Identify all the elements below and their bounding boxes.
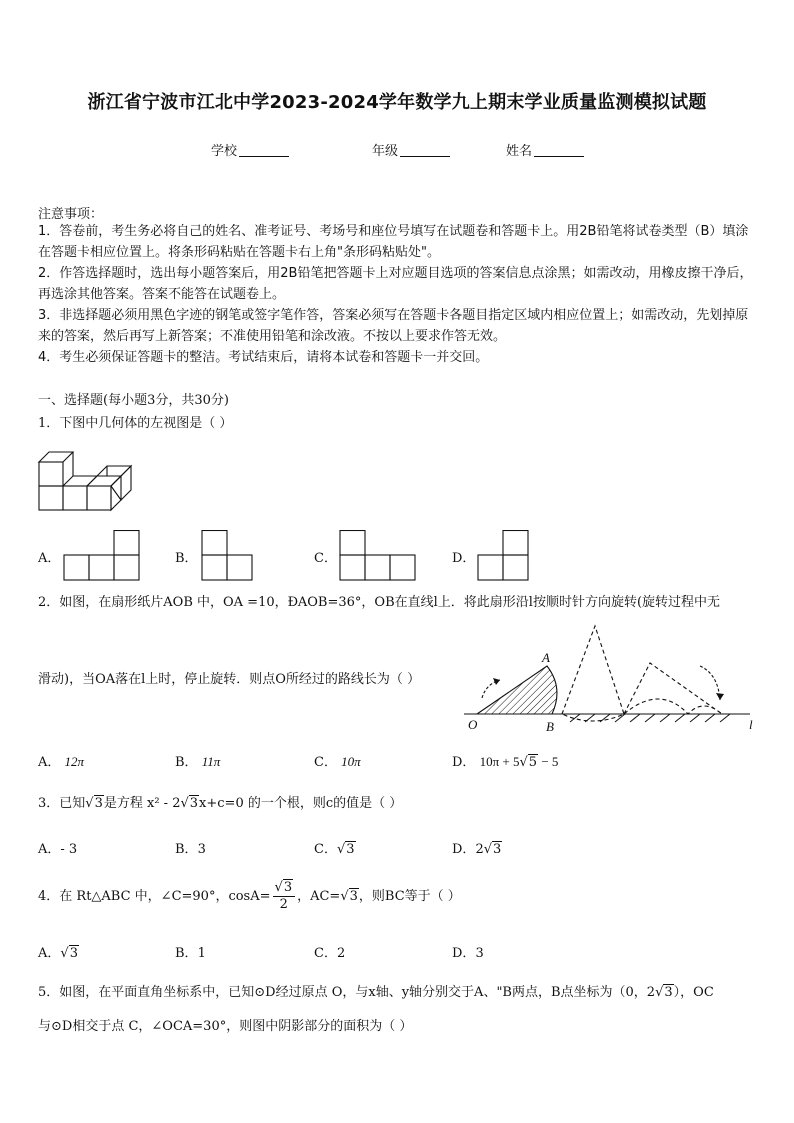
q2-option-a-letter: A． xyxy=(38,755,61,770)
q1-option-c-label: C． xyxy=(314,551,337,566)
q4-option-a-letter: A． xyxy=(38,946,61,961)
q1-option-b-figure xyxy=(201,530,255,582)
q4-option-c-letter: C． xyxy=(314,946,337,961)
q4-frac-numerator: √3 xyxy=(273,880,296,897)
q3-mid: 是方程 x² - 2 xyxy=(103,796,181,811)
q3-option-c-rad-value: 3 xyxy=(346,842,355,857)
grade-field xyxy=(372,140,450,159)
q2-option-d-radical: √5 xyxy=(519,755,538,770)
q3-rad2-value: 3 xyxy=(189,796,199,811)
q1-option-d-label: D． xyxy=(452,551,476,566)
q3-rad1-value: 3 xyxy=(94,796,103,811)
q4-option-d xyxy=(452,942,484,961)
q3-option-d xyxy=(452,838,502,857)
q4-option-b-value: 1 xyxy=(197,946,206,961)
q1-option-d-figure xyxy=(477,530,531,582)
school-label: 学校 xyxy=(211,144,238,159)
q3-option-c-letter: C． xyxy=(314,842,337,857)
q4-post: ，则BC等于（ ） xyxy=(358,889,461,904)
q2-stem-line1: 2．如图，在扇形纸片AOB 中，OA =10，ÐAOB=36°，OB在直线l上．将此扇形沿l按顺时针方向旋转(旋转过程中无 xyxy=(38,595,721,610)
q5-rad-value: 3 xyxy=(664,985,673,1000)
q1-stem: 1．下图中几何体的左视图是（ ） xyxy=(38,416,233,431)
q3-option-a-letter: A． xyxy=(38,842,61,857)
name-label: 姓名 xyxy=(506,144,533,159)
q1-option-b-label: B． xyxy=(175,551,198,566)
q4-mid: ，AC= xyxy=(297,889,341,904)
q3-stem xyxy=(38,794,402,814)
grade-label: 年级 xyxy=(372,144,399,159)
q2-option-b xyxy=(175,751,220,770)
q2-stem-line2: 滑动)，当OA落在l上时，停止旋转．则点O所经过的路线长为（ ） xyxy=(38,672,421,687)
q3-option-a xyxy=(38,838,77,857)
q3-option-b-letter: B． xyxy=(175,842,198,857)
q3-post: x+c=0 的一个根，则c的值是（ ） xyxy=(199,796,403,811)
q3-option-d-letter: D． xyxy=(452,842,476,857)
q1-option-a-figure xyxy=(63,530,143,582)
school-field xyxy=(211,140,289,159)
q5-stem-line1 xyxy=(38,983,768,1003)
notice-item-2: 2．作答选择题时，选出每小题答案后，用2B铅笔把答题卡上对应题目选项的答案信息点涂黑；如需改动，用橡皮擦干净后，再选涂其他答案。答案不能答在试题卷上。 xyxy=(38,266,753,302)
name-blank xyxy=(534,144,584,157)
q4-option-b-letter: B． xyxy=(175,946,198,961)
q2-option-b-value: 11π xyxy=(201,754,221,769)
q4-option-d-letter: D． xyxy=(452,946,476,961)
q2-label-l: l xyxy=(749,717,753,732)
q4-frac-num-rad-value: 3 xyxy=(283,880,293,895)
q4-radical: √3 xyxy=(340,889,358,904)
q3-radical-1: √3 xyxy=(85,796,103,811)
grade-blank xyxy=(400,144,450,157)
q5-stem-line2: 与⊙D相交于点 C，∠OCA=30°，则图中阴影部分的面积为（ ） xyxy=(38,1019,413,1034)
name-field xyxy=(506,140,584,159)
notice-item-1: 1．答卷前，考生务必将自己的姓名、准考证号、考场号和座位号填写在试题卷和答题卡上。用2B铅笔将试卷类型（B）填涂在答题卡相应位置上。将条形码粘贴在答题卡右上角"条形码粘贴处"。 xyxy=(38,224,749,260)
q4-option-a-radical: √3 xyxy=(60,946,78,961)
q3-option-d-pre: 2 xyxy=(475,842,484,857)
q4-fraction xyxy=(273,880,296,913)
q4-stem xyxy=(38,879,461,915)
q2-option-d-rad-value: 5 xyxy=(528,755,538,770)
q2-label-o: O xyxy=(468,717,478,732)
q2-label-a: A xyxy=(542,650,550,665)
notice-heading: 注意事项： xyxy=(38,207,104,222)
q1-solid-figure xyxy=(36,449,136,515)
q2-option-c-value: 10π xyxy=(341,754,361,769)
q2-option-d xyxy=(452,751,558,770)
q2-option-b-letter: B． xyxy=(175,755,198,770)
q2-option-d-post: − 5 xyxy=(538,754,559,769)
q4-option-c-value: 2 xyxy=(336,946,346,961)
q1-option-c-figure xyxy=(339,530,419,582)
q3-option-d-rad-value: 3 xyxy=(493,842,502,857)
q3-option-c xyxy=(314,838,356,857)
q4-option-c xyxy=(314,942,345,961)
q3-option-d-radical: √3 xyxy=(483,842,502,857)
notice-item-4: 4．考生必须保证答题卡的整洁。考试结束后，请将本试卷和答题卡一并交回。 xyxy=(38,350,489,365)
q2-option-d-letter: D． xyxy=(452,755,476,770)
q4-option-a xyxy=(38,942,79,961)
q2-option-a-value: 12π xyxy=(64,754,85,769)
notice-item-3: 3．非选择题必须用黑色字迹的钢笔或签字笔作答，答案必须写在答题卡各题目指定区域内相应位置上；如需改动，先划掉原来的答案，然后再写上新答案；不准使用铅笔和涂改液。不按以上要求作答无效。 xyxy=(38,308,749,344)
q3-option-a-value: - 3 xyxy=(60,842,78,857)
q3-option-c-radical: √3 xyxy=(336,842,355,857)
q3-option-b-value: 3 xyxy=(197,842,206,857)
section-heading: 一、选择题(每小题3分，共30分) xyxy=(38,393,229,408)
q2-option-d-pre: 10π + 5 xyxy=(479,754,520,769)
q1-option-a-label: A． xyxy=(38,551,61,566)
q4-option-b xyxy=(175,942,206,961)
q4-option-a-rad-value: 3 xyxy=(69,946,78,961)
q4-option-d-value: 3 xyxy=(475,946,484,961)
q5-line1-pre: 5．如图，在平面直角坐标系中，已知⊙D经过原点 O，与x轴、y轴分别交于A、"B两点，B点坐标为（0，2 xyxy=(38,985,656,1000)
page-title: 浙江省宁波市江北中学2023-2024学年数学九上期末学业质量监测模拟试题 xyxy=(87,92,707,113)
q3-option-b xyxy=(175,838,206,857)
q5-radical: √3 xyxy=(655,985,673,1000)
school-blank xyxy=(239,144,289,157)
q2-option-c xyxy=(314,751,361,770)
q4-pre: 4．在 Rt△ABC 中，∠C=90°，cosA= xyxy=(38,889,271,904)
q4-frac-denominator: 2 xyxy=(279,897,288,912)
q2-sector-figure xyxy=(460,618,760,738)
q2-option-c-letter: C． xyxy=(314,755,337,770)
q2-option-a xyxy=(38,751,84,770)
q4-rad-value: 3 xyxy=(349,889,358,904)
q3-radical-2: √3 xyxy=(180,796,199,811)
q5-line1-post: ），OC xyxy=(673,985,714,1000)
q3-pre: 3．已知 xyxy=(38,796,86,811)
q2-label-b: B xyxy=(546,719,554,734)
